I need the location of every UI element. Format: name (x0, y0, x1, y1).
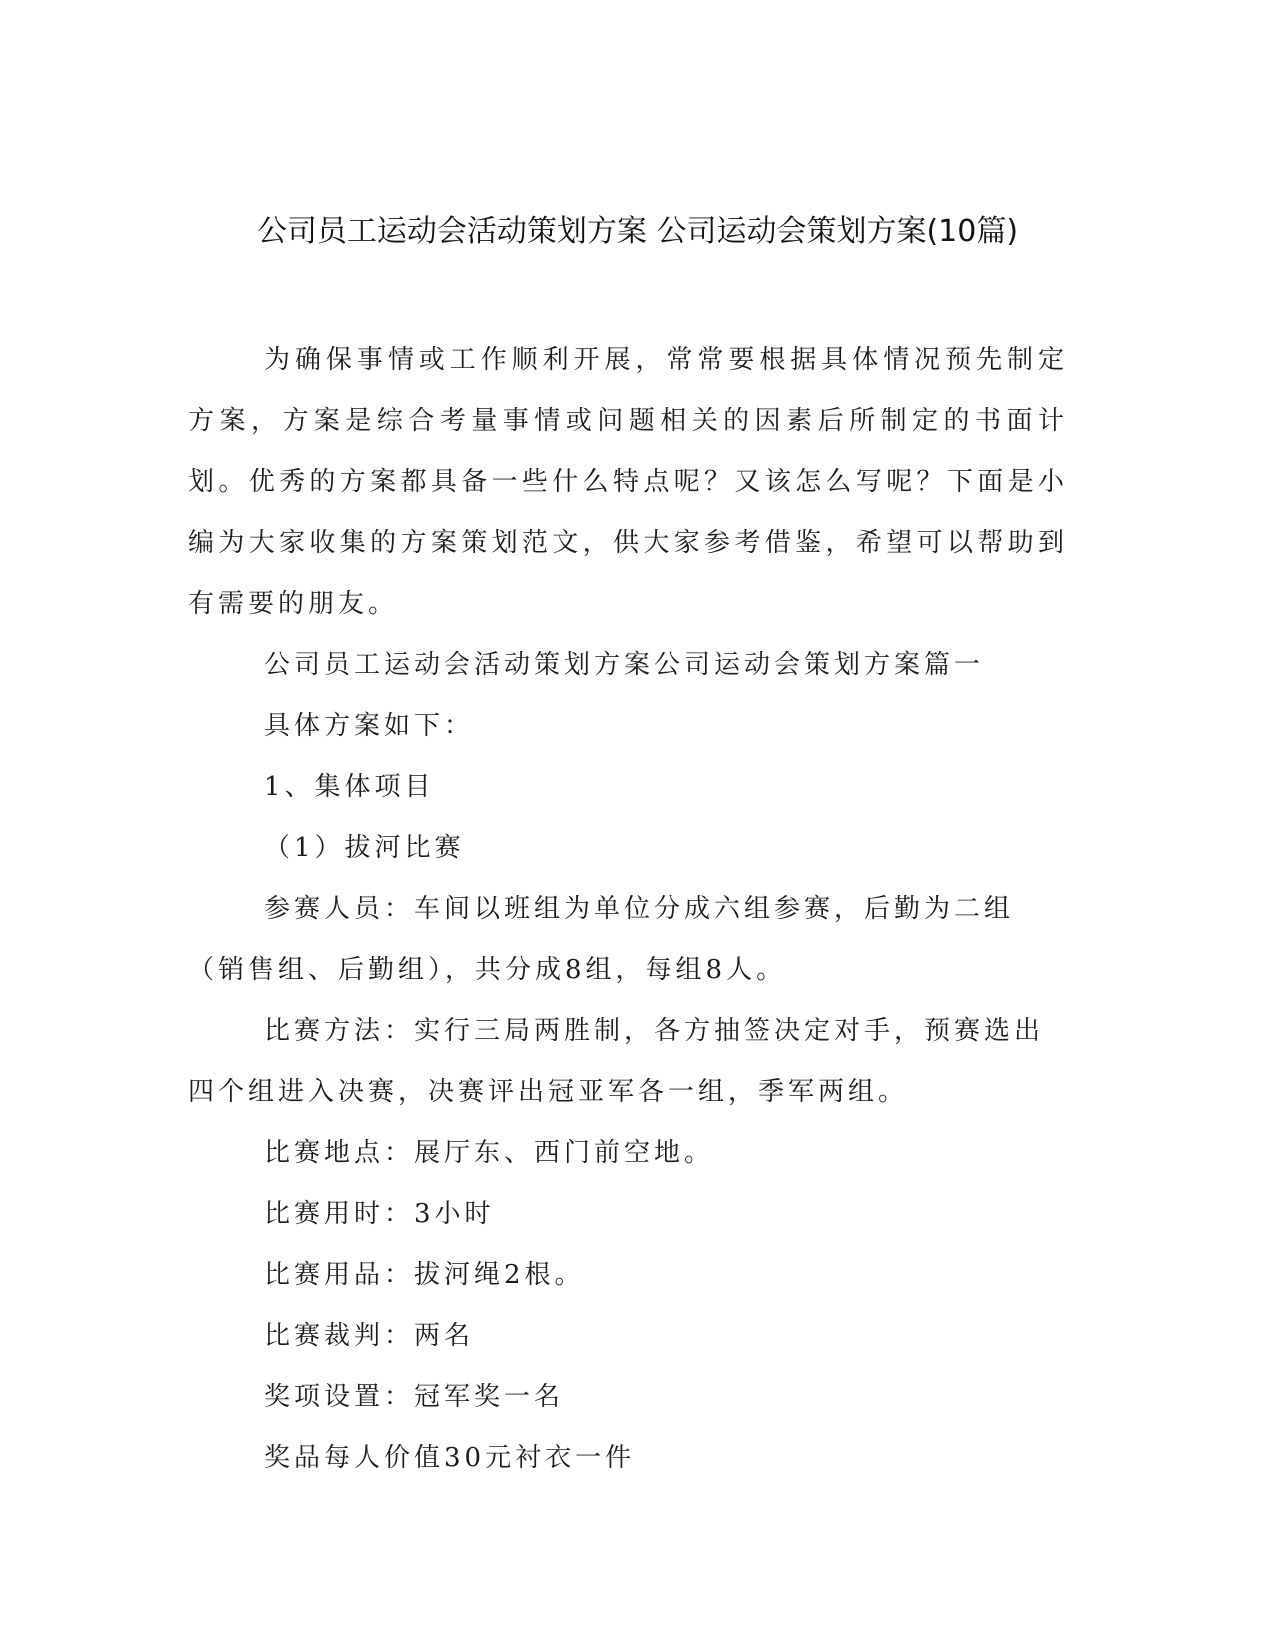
sub-item-heading: （1）拔河比赛 (264, 833, 465, 863)
referees-line: 比赛裁判：两名 (264, 1321, 475, 1351)
equipment-line: 比赛用品：拔河绳2根。 (264, 1260, 585, 1290)
document-title: 公司员工运动会活动策划方案 公司运动会策划方案(10篇) (256, 214, 1019, 249)
document-body (188, 330, 1068, 1489)
plan-intro: 具体方案如下： (264, 711, 475, 741)
method-paragraph: 比赛方法：实行三局两胜制，各方抽签决定对手，预赛选出四个组进入决赛，决赛评出冠亚军各一组，季军两组。 (188, 1016, 1045, 1107)
location-line: 比赛地点：展厅东、西门前空地。 (264, 1138, 715, 1168)
section-heading: 公司员工运动会活动策划方案公司运动会策划方案篇一 (264, 650, 985, 680)
intro-paragraph: 为确保事情或工作顺利开展，常常要根据具体情况预先制定方案，方案是综合考量事情或问题相关的因素后所制定的书面计划。优秀的方案都具备一些什么特点呢？又该怎么写呢？下面是小编为大家收集的方案策划范文，供大家参考借鉴，希望可以帮助到有需要的朋友。 (188, 345, 1068, 619)
prize-line: 奖品每人价值30元衬衣一件 (264, 1443, 636, 1473)
participants-paragraph: 参赛人员：车间以班组为单位分成六组参赛，后勤为二组（销售组、后勤组），共分成8组，每组8人。 (188, 894, 1015, 985)
item-heading: 1、集体项目 (264, 772, 435, 802)
duration-line: 比赛用时：3小时 (264, 1199, 495, 1229)
awards-line: 奖项设置：冠军奖一名 (264, 1382, 565, 1412)
